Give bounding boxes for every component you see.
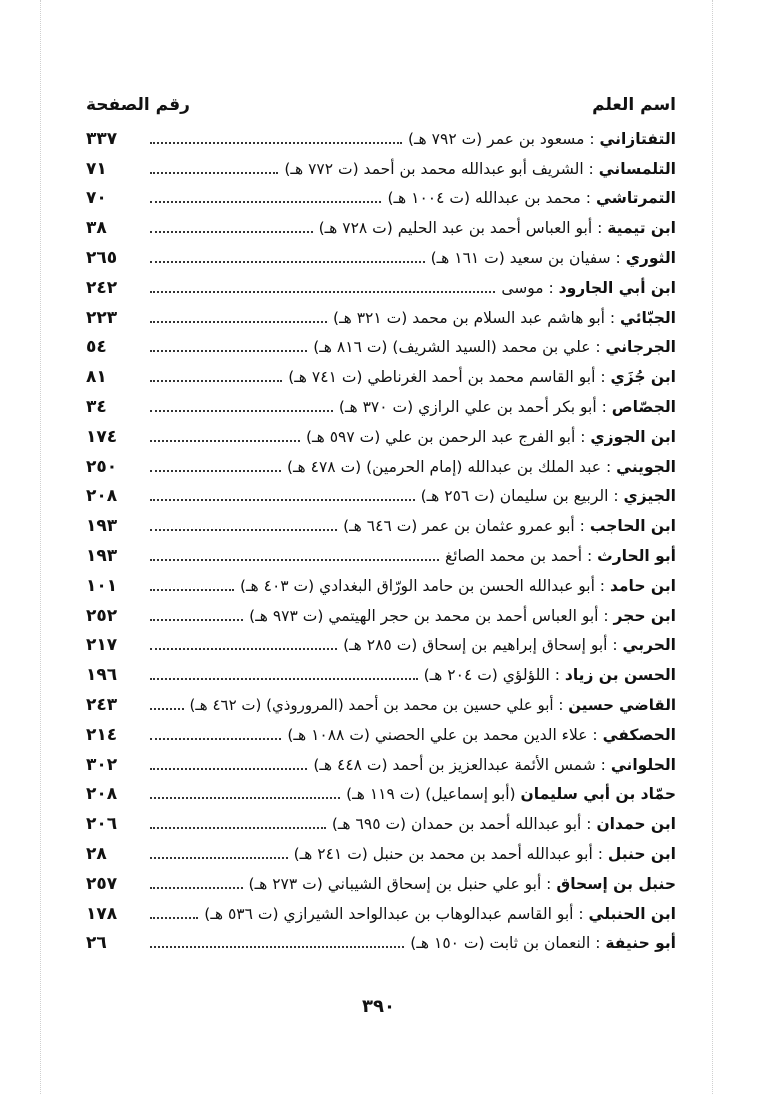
page-reference: ٣٨ [86, 218, 107, 239]
person-name: حمّاد بن أبي سليمان [520, 785, 676, 804]
page-reference: ٢٠٨ [86, 486, 118, 507]
page-reference: ١٧٤ [86, 426, 118, 447]
person-detail: : أبو عبدالله الحسن بن حامد الورّاق البغدادي (ت ٤٠٣ هـ) [239, 576, 606, 595]
person-name: حنبل بن إسحاق [556, 874, 676, 893]
index-entry-text [240, 577, 676, 595]
person-name: ابن حنبل [607, 845, 676, 864]
index-entry [86, 452, 676, 482]
page-reference: ٣٣٧ [86, 128, 118, 149]
dot-leader [150, 783, 340, 799]
index-entry-text [501, 279, 676, 297]
dot-leader [150, 336, 307, 352]
index-entry-text [332, 815, 676, 833]
page-reference: ١٠١ [86, 575, 118, 596]
index-entry-text [284, 160, 676, 178]
index-entry [86, 482, 676, 512]
dot-leader [150, 128, 402, 144]
index-entry [86, 780, 676, 810]
index-entry-text [346, 785, 676, 803]
index-entry [86, 869, 676, 899]
dot-leader [150, 485, 415, 501]
index-entry-text [339, 398, 676, 416]
dot-leader [150, 426, 300, 442]
person-name: التفتازاني [599, 129, 676, 148]
dot-leader [150, 664, 418, 680]
dot-leader [150, 247, 425, 263]
person-name: ابن الحاجب [589, 517, 676, 536]
dot-leader [150, 724, 281, 740]
dot-leader [150, 187, 381, 203]
person-name: ابن الحنبلي [588, 904, 676, 923]
person-detail: : علي بن محمد (السيد الشريف) (ت ٨١٦ هـ) [313, 338, 601, 357]
person-detail: : أبو العباس أحمد بن عبد الحليم (ت ٧٢٨ هـ) [318, 219, 603, 238]
index-entry [86, 333, 676, 363]
page-reference: ٢٠٨ [86, 784, 118, 805]
index-entry-text [249, 875, 676, 893]
page-reference: ٢٦ [86, 933, 107, 954]
page-reference: ٥٤ [86, 337, 107, 358]
person-detail: : موسى [501, 278, 554, 297]
person-name: الجويني [616, 457, 676, 476]
person-name: الجرجاني [605, 338, 676, 357]
person-detail: : سفيان بن سعيد (ت ١٦١ هـ) [430, 249, 621, 268]
index-entry [86, 422, 676, 452]
index-entry-text [288, 368, 676, 386]
index-entry [86, 631, 676, 661]
margin-guide-left [40, 0, 41, 1094]
person-name: ابن أبي الجارود [558, 278, 676, 297]
index-entry [86, 303, 676, 333]
page-reference: ٢٤٣ [86, 695, 118, 716]
dot-leader [150, 903, 198, 919]
page-reference: ٧١ [86, 158, 107, 179]
index-entry-text [294, 845, 676, 863]
index-entry [86, 541, 676, 571]
index-entry-text [424, 666, 676, 684]
index-entry-text [445, 547, 676, 565]
person-detail: : الشريف أبو عبدالله محمد بن أحمد (ت ٧٧٢ هـ) [284, 159, 594, 178]
index-entry-text [306, 428, 676, 446]
page-reference: ١٧٨ [86, 903, 118, 924]
person-detail: : علاء الدين محمد بن علي الحصني (ت ١٠٨٨ هـ) [287, 725, 598, 744]
person-detail: : أبو عبدالله أحمد بن محمد بن حنبل (ت ٢٤١ هـ) [293, 845, 603, 864]
person-name: الجبّائي [620, 308, 676, 327]
dot-leader [150, 396, 333, 412]
person-detail: : أحمد بن محمد الصائغ [444, 547, 593, 566]
page-reference: ٢٥٠ [86, 456, 118, 477]
person-detail: : أبو عبدالله أحمد بن حمدان (ت ٦٩٥ هـ) [331, 815, 592, 834]
person-detail: : اللؤلؤي (ت ٢٠٤ هـ) [423, 666, 560, 685]
dot-leader [150, 366, 282, 382]
page-reference: ٢٨ [86, 844, 107, 865]
person-detail: : شمس الأئمة عبدالعزيز بن أحمد (ت ٤٤٨ هـ) [313, 755, 606, 774]
dot-leader [150, 575, 234, 591]
person-name: ابن تيمية [607, 219, 676, 238]
dot-leader [150, 932, 404, 948]
page-reference: ٣٠٢ [86, 754, 118, 775]
person-detail: : أبو العباس أحمد بن محمد بن حجر الهيتمي (ت ٩٧٣ هـ) [249, 606, 609, 625]
person-name: الحسن بن زياد [564, 666, 676, 685]
page-reference: ٢٥٢ [86, 605, 118, 626]
dot-leader [150, 456, 281, 472]
person-name: أبو حنيفة [605, 934, 676, 953]
index-entry [86, 601, 676, 631]
person-detail: : أبو القاسم محمد بن أحمد الغرناطي (ت ٧٤١ هـ) [288, 368, 606, 387]
page-reference: ٢٢٣ [86, 307, 118, 328]
page-reference: ٧٠ [86, 188, 107, 209]
page-reference: ٨١ [86, 367, 107, 388]
index-entry-text [333, 309, 676, 327]
page-number: ٣٩٠ [362, 996, 395, 1017]
index-entry [86, 690, 676, 720]
index-entry [86, 571, 676, 601]
dot-leader [150, 545, 439, 561]
index-entry-text [204, 905, 676, 923]
index-entry-text [249, 607, 676, 625]
index-entry [86, 750, 676, 780]
index-entry-text [343, 636, 676, 654]
dot-leader [150, 605, 243, 621]
page-reference: ٣٤ [86, 397, 107, 418]
index-entry-text [421, 487, 676, 505]
page-reference: ١٩٣ [86, 516, 118, 537]
page-reference: ٢٥٧ [86, 873, 118, 894]
page-reference: ١٩٣ [86, 546, 118, 567]
dot-leader [150, 217, 313, 233]
person-name: الجصّاص [611, 398, 676, 417]
person-name: التلمساني [598, 159, 676, 178]
person-detail: : أبو بكر أحمد بن علي الرازي (ت ٣٧٠ هـ) [338, 398, 607, 417]
person-detail: : أبو إسحاق إبراهيم بن إسحاق (ت ٢٨٥ هـ) [343, 636, 618, 655]
index-entry [86, 362, 676, 392]
person-name: ابن حامد [609, 576, 676, 595]
index-entry-text [343, 517, 676, 535]
person-name: ابن حمدان [596, 815, 676, 834]
index-entry [86, 273, 676, 303]
person-detail: : عبد الملك بن عبدالله (إمام الحرمين) (ت ٤٧٨ هـ) [286, 457, 612, 476]
index-entry [86, 392, 676, 422]
person-detail: : أبو الفرج عبد الرحمن بن علي (ت ٥٩٧ هـ) [306, 427, 586, 446]
person-detail: : محمد بن عبدالله (ت ١٠٠٤ هـ) [387, 189, 591, 208]
dot-leader [150, 843, 288, 859]
index-entry-text [387, 189, 676, 207]
index-entry [86, 184, 676, 214]
index-entry [86, 899, 676, 929]
person-name: ابن الجوزي [590, 427, 676, 446]
index-entry [86, 839, 676, 869]
page-reference: ٢٠٦ [86, 814, 118, 835]
person-detail: : أبو علي حنبل بن إسحاق الشيباني (ت ٢٧٣ هـ) [248, 874, 552, 893]
person-detail: : النعمان بن ثابت (ت ١٥٠ هـ) [410, 934, 601, 953]
person-name: أبو الحارث [597, 547, 676, 566]
index-column-headers [86, 90, 676, 120]
person-name: الحربي [622, 636, 676, 655]
dot-leader [150, 515, 337, 531]
name-column-header: اسم العلم [592, 95, 676, 115]
index-entry [86, 929, 676, 959]
page-reference: ١٩٦ [86, 665, 118, 686]
margin-guide-right [712, 0, 713, 1094]
person-detail: (أبو إسماعيل) (ت ١١٩ هـ) [346, 785, 516, 804]
index-entry [86, 660, 676, 690]
person-detail: : أبو علي حسين بن محمد بن أحمد (المروروذي) (ت ٤٦٢ هـ) [189, 696, 564, 715]
page-reference: ٢٤٢ [86, 277, 118, 298]
page-reference: ٢١٧ [86, 635, 118, 656]
page-column-header: رقم الصفحة [86, 95, 190, 115]
dot-leader [150, 754, 307, 770]
dot-leader [150, 158, 278, 174]
person-name: ابن جُزَي [610, 368, 676, 387]
index-entry [86, 154, 676, 184]
person-name: الثوري [625, 249, 676, 268]
dot-leader [150, 307, 327, 323]
index-entry-text [408, 130, 676, 148]
index-entry [86, 243, 676, 273]
dot-leader [150, 813, 326, 829]
dot-leader [150, 694, 184, 710]
page-reference: ٢١٤ [86, 724, 118, 745]
index-entry [86, 213, 676, 243]
index-entry [86, 124, 676, 154]
index-entry-text [313, 756, 676, 774]
index-entry-text [190, 696, 676, 714]
index-entry-text [287, 458, 676, 476]
person-detail: : أبو القاسم عبدالوهاب بن عبدالواحد الشيرازي (ت ٥٣٦ هـ) [204, 904, 584, 923]
index-entry [86, 511, 676, 541]
name-index-list [86, 124, 676, 958]
index-entry [86, 809, 676, 839]
dot-leader [150, 634, 337, 650]
index-entry-text [319, 219, 676, 237]
person-name: التمرتاشي [595, 189, 676, 208]
dot-leader [150, 873, 243, 889]
person-detail: : أبو عمرو عثمان بن عمر (ت ٦٤٦ هـ) [343, 517, 585, 536]
index-entry-text [287, 726, 676, 744]
person-name: الحصكفي [602, 725, 676, 744]
person-name: الجيزي [623, 487, 676, 506]
person-name: ابن حجر [613, 606, 676, 625]
index-entry [86, 720, 676, 750]
index-entry-text [313, 338, 676, 356]
index-entry-text [431, 249, 676, 267]
person-detail: : أبو هاشم عبد السلام بن محمد (ت ٣٢١ هـ) [333, 308, 616, 327]
dot-leader [150, 277, 495, 293]
person-detail: : الربيع بن سليمان (ت ٢٥٦ هـ) [420, 487, 619, 506]
person-detail: : مسعود بن عمر (ت ٧٩٢ هـ) [407, 129, 595, 148]
page-reference: ٢٦٥ [86, 248, 118, 269]
index-entry-text [410, 934, 676, 952]
person-name: القاضي حسين [568, 696, 676, 715]
person-name: الحلواني [610, 755, 676, 774]
